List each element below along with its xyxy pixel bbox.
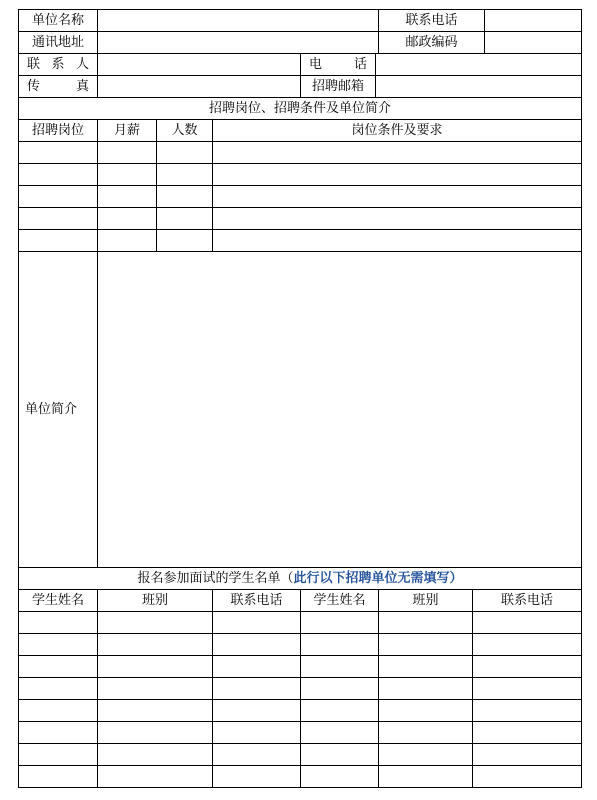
student-name-cell[interactable]: [19, 766, 98, 788]
student-name-cell[interactable]: [19, 700, 98, 722]
job-position-cell[interactable]: [19, 208, 98, 230]
students-header-phone-1: 联系电话: [213, 590, 301, 612]
unit-name-label: 单位名称: [19, 10, 98, 32]
student-phone-cell[interactable]: [213, 722, 301, 744]
students-header-name-1: 学生姓名: [19, 590, 98, 612]
job-position-cell[interactable]: [19, 186, 98, 208]
unit-name-field[interactable]: [98, 10, 379, 32]
job-row: [19, 164, 582, 186]
student-name-cell[interactable]: [301, 634, 379, 656]
jobs-header-requirements: 岗位条件及要求: [213, 120, 582, 142]
job-salary-cell[interactable]: [98, 230, 157, 252]
contact-person-label: 联 系 人: [19, 54, 98, 76]
student-phone-cell[interactable]: [213, 678, 301, 700]
student-phone-cell[interactable]: [213, 766, 301, 788]
student-phone-cell[interactable]: [473, 722, 582, 744]
fax-label: 传 真: [19, 76, 98, 98]
fax-field[interactable]: [98, 76, 301, 98]
job-count-cell[interactable]: [157, 186, 213, 208]
student-name-cell[interactable]: [301, 744, 379, 766]
section-students-title-text: 报名参加面试的学生名单（: [137, 571, 294, 586]
contact-phone-label: 联系电话: [379, 10, 485, 32]
student-name-cell[interactable]: [301, 722, 379, 744]
job-requirements-cell[interactable]: [213, 142, 582, 164]
address-field[interactable]: [98, 32, 379, 54]
job-requirements-cell[interactable]: [213, 230, 582, 252]
student-name-cell[interactable]: [301, 700, 379, 722]
job-position-cell[interactable]: [19, 230, 98, 252]
student-class-cell[interactable]: [379, 678, 473, 700]
row-jobs-header: [19, 120, 582, 142]
student-class-cell[interactable]: [379, 744, 473, 766]
student-phone-cell[interactable]: [213, 634, 301, 656]
student-phone-cell[interactable]: [473, 656, 582, 678]
student-name-cell[interactable]: [19, 722, 98, 744]
student-class-cell[interactable]: [379, 700, 473, 722]
student-class-cell[interactable]: [379, 634, 473, 656]
student-class-cell[interactable]: [98, 700, 213, 722]
job-salary-cell[interactable]: [98, 208, 157, 230]
postcode-label: 邮政编码: [379, 32, 485, 54]
student-phone-cell[interactable]: [473, 678, 582, 700]
student-name-cell[interactable]: [19, 744, 98, 766]
student-class-cell[interactable]: [98, 744, 213, 766]
student-phone-cell[interactable]: [473, 634, 582, 656]
recruit-email-label: 招聘邮箱: [301, 76, 376, 98]
student-row: [19, 656, 582, 678]
student-name-cell[interactable]: [301, 678, 379, 700]
student-name-cell[interactable]: [19, 612, 98, 634]
phone-field[interactable]: [376, 54, 582, 76]
student-name-cell[interactable]: [19, 656, 98, 678]
job-salary-cell[interactable]: [98, 142, 157, 164]
phone-label: 电 话: [301, 54, 376, 76]
unit-intro-label: 单位简介: [19, 252, 98, 568]
students-header-phone-2: 联系电话: [473, 590, 582, 612]
student-class-cell[interactable]: [98, 612, 213, 634]
contact-phone-field[interactable]: [485, 10, 582, 32]
job-position-cell[interactable]: [19, 142, 98, 164]
contact-person-field[interactable]: [98, 54, 301, 76]
job-count-cell[interactable]: [157, 208, 213, 230]
job-row: [19, 186, 582, 208]
jobs-header-salary: 月薪: [98, 120, 157, 142]
student-class-cell[interactable]: [379, 612, 473, 634]
section-students-close: ）: [449, 571, 463, 586]
row-address: [19, 32, 582, 54]
row-section-jobs: [19, 98, 582, 120]
unit-intro-field[interactable]: [98, 252, 582, 568]
student-row: [19, 766, 582, 788]
job-salary-cell[interactable]: [98, 164, 157, 186]
student-phone-cell[interactable]: [473, 612, 582, 634]
job-row: [19, 230, 582, 252]
row-section-students: [19, 568, 582, 590]
recruit-email-field[interactable]: [376, 76, 582, 98]
student-row: [19, 722, 582, 744]
student-phone-cell[interactable]: [473, 766, 582, 788]
students-header-name-2: 学生姓名: [301, 590, 379, 612]
student-phone-cell[interactable]: [473, 744, 582, 766]
student-name-cell[interactable]: [19, 634, 98, 656]
section-jobs-title: 招聘岗位、招聘条件及单位简介: [19, 98, 582, 120]
student-row: [19, 678, 582, 700]
postcode-field[interactable]: [485, 32, 582, 54]
student-class-cell[interactable]: [98, 678, 213, 700]
job-requirements-cell[interactable]: [213, 164, 582, 186]
student-row: [19, 700, 582, 722]
address-label: 通讯地址: [19, 32, 98, 54]
job-row: [19, 208, 582, 230]
student-row: [19, 744, 582, 766]
job-salary-cell[interactable]: [98, 186, 157, 208]
jobs-header-count: 人数: [157, 120, 213, 142]
section-students-note: 此行以下招聘单位无需填写: [293, 571, 450, 586]
student-class-cell[interactable]: [379, 722, 473, 744]
student-class-cell[interactable]: [98, 722, 213, 744]
student-row: [19, 634, 582, 656]
row-students-header: [19, 590, 582, 612]
recruitment-form: [18, 9, 582, 788]
student-class-cell[interactable]: [379, 656, 473, 678]
student-phone-cell[interactable]: [213, 656, 301, 678]
row-contact-person: [19, 54, 582, 76]
student-name-cell[interactable]: [301, 612, 379, 634]
student-phone-cell[interactable]: [213, 612, 301, 634]
row-unit-name: [19, 10, 582, 32]
student-class-cell[interactable]: [98, 656, 213, 678]
student-class-cell[interactable]: [98, 766, 213, 788]
student-phone-cell[interactable]: [213, 700, 301, 722]
job-count-cell[interactable]: [157, 230, 213, 252]
students-header-class-2: 班别: [379, 590, 473, 612]
student-row: [19, 612, 582, 634]
student-name-cell[interactable]: [19, 678, 98, 700]
section-students-title: [19, 568, 582, 590]
job-requirements-cell[interactable]: [213, 208, 582, 230]
job-count-cell[interactable]: [157, 164, 213, 186]
row-fax: [19, 76, 582, 98]
job-position-cell[interactable]: [19, 164, 98, 186]
job-requirements-cell[interactable]: [213, 186, 582, 208]
job-row: [19, 142, 582, 164]
job-count-cell[interactable]: [157, 142, 213, 164]
students-header-class-1: 班别: [98, 590, 213, 612]
student-class-cell[interactable]: [98, 634, 213, 656]
student-class-cell[interactable]: [379, 766, 473, 788]
student-phone-cell[interactable]: [213, 744, 301, 766]
student-phone-cell[interactable]: [473, 700, 582, 722]
student-name-cell[interactable]: [301, 656, 379, 678]
student-name-cell[interactable]: [301, 766, 379, 788]
row-unit-intro: [19, 252, 582, 568]
jobs-header-position: 招聘岗位: [19, 120, 98, 142]
